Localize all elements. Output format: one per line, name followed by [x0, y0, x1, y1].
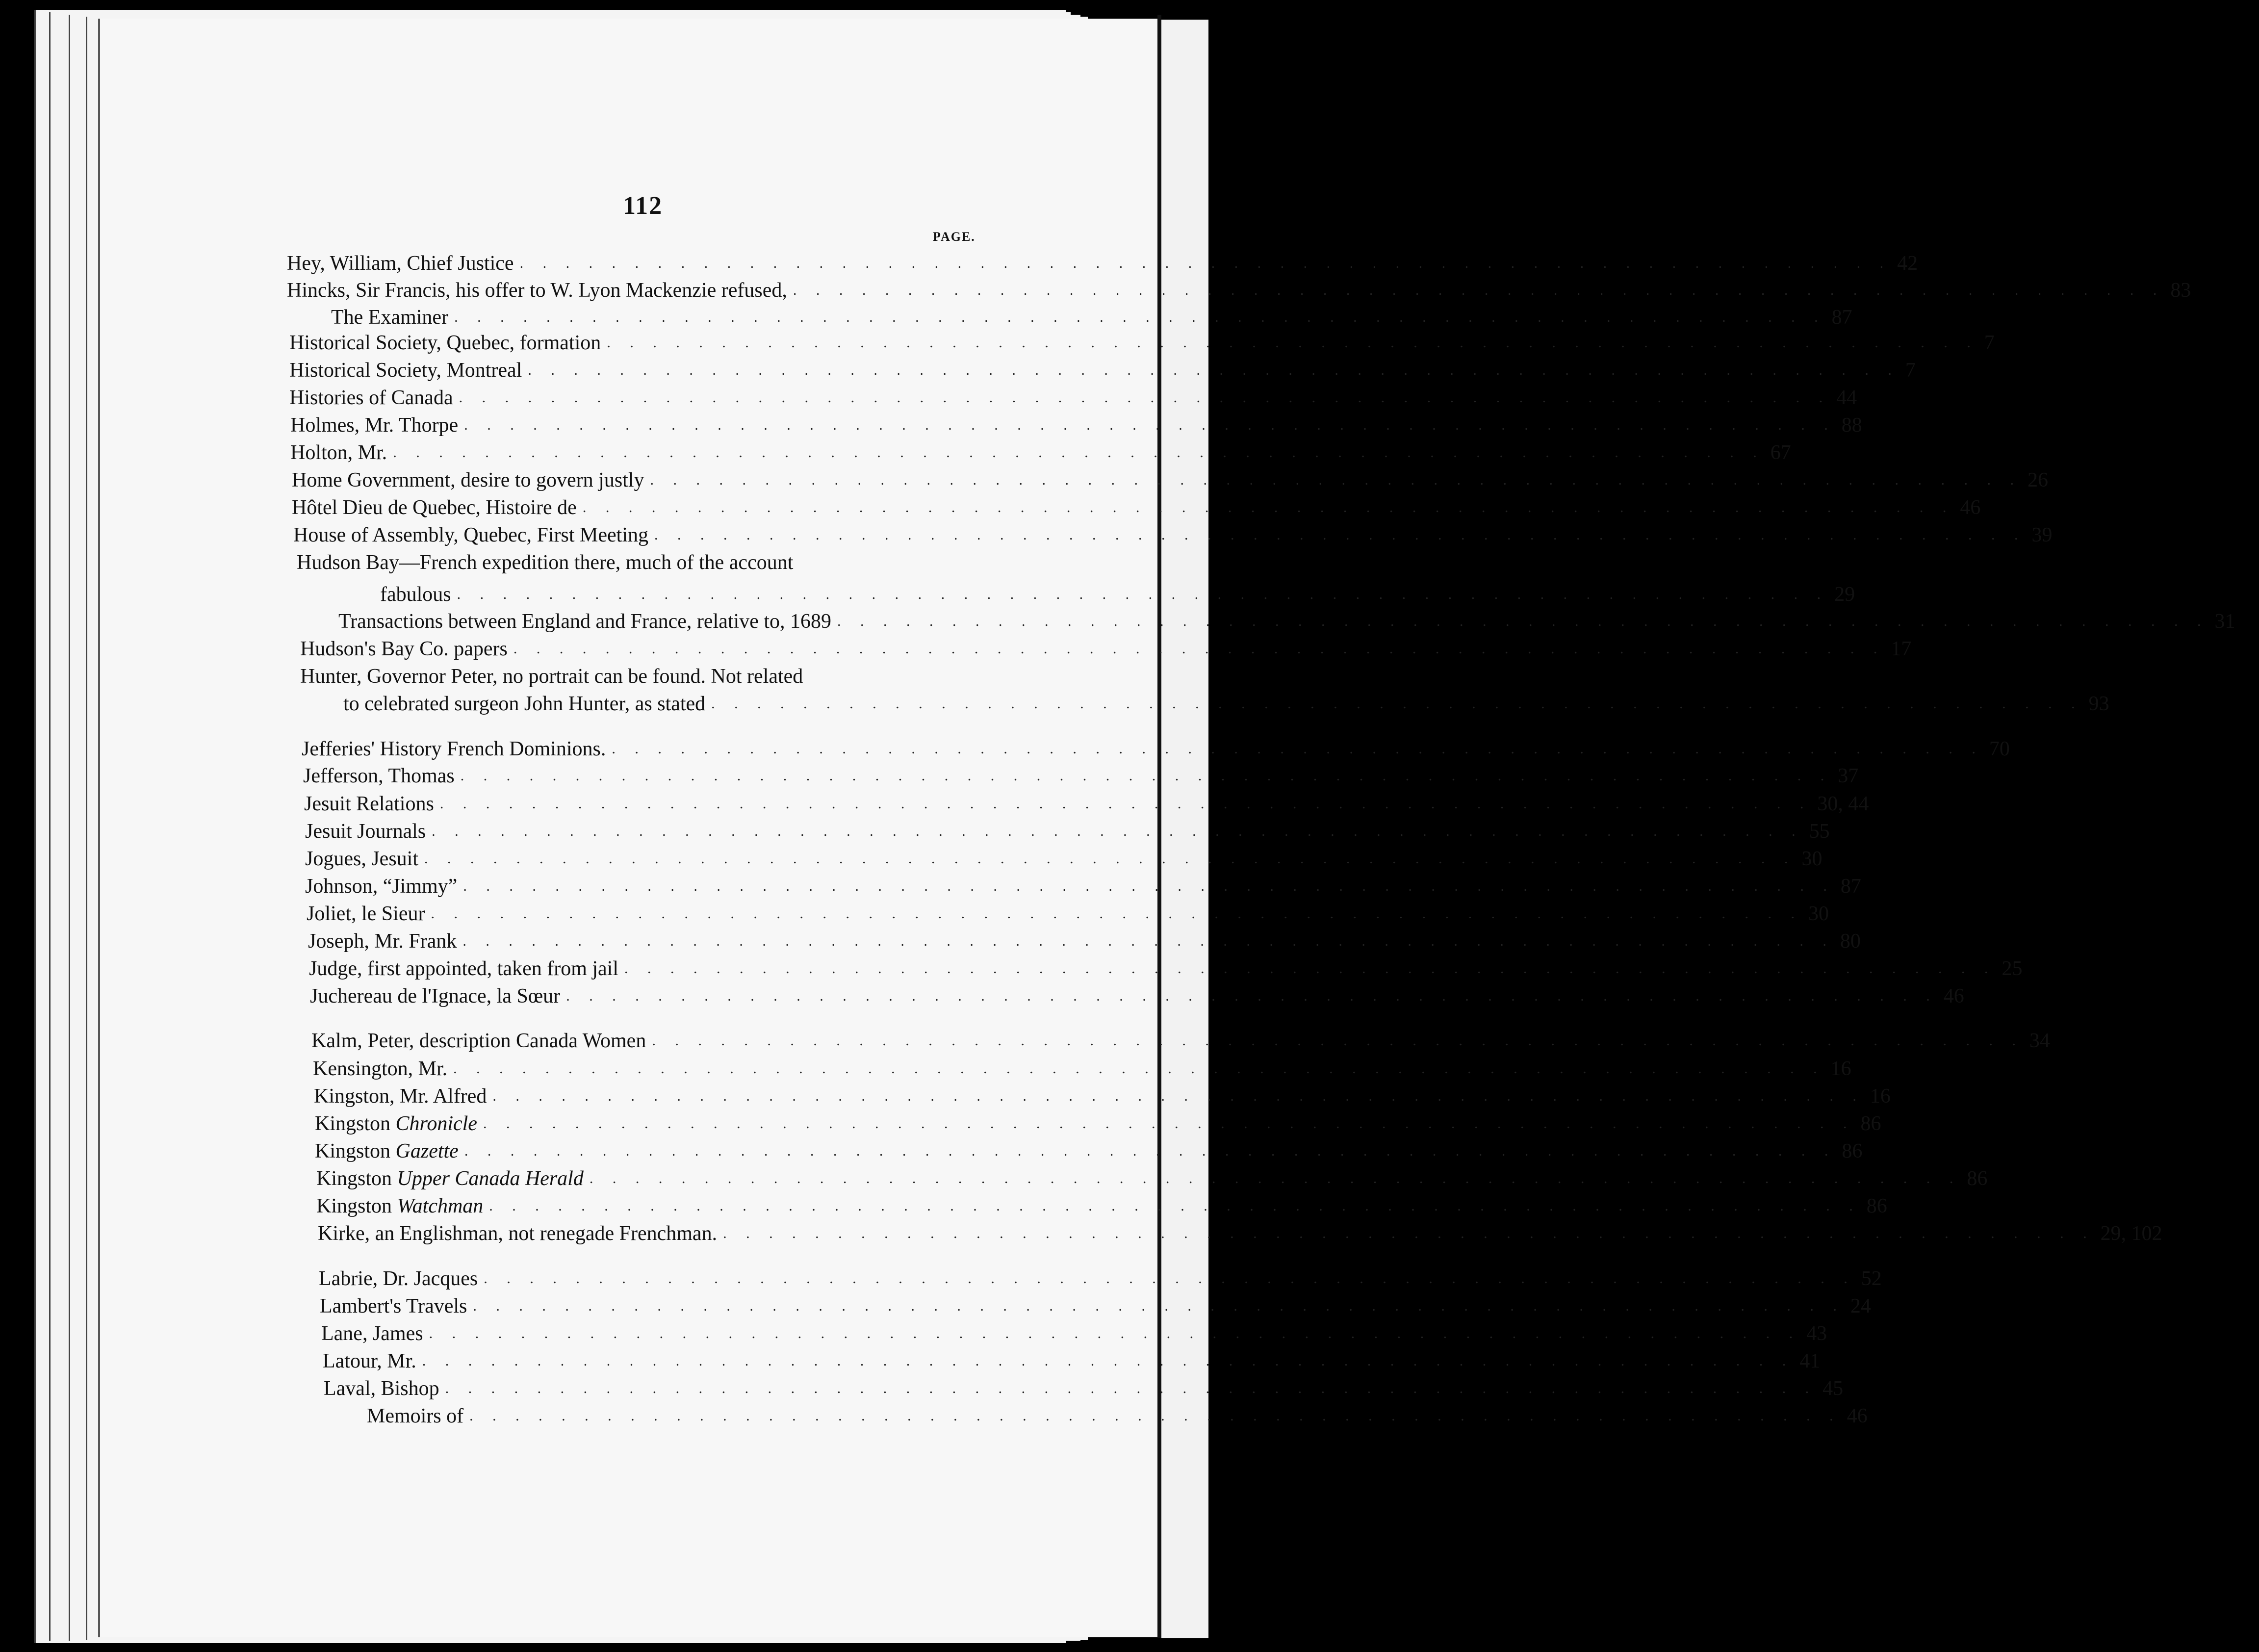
- dot-leader: . . . . . . . . . . . . . . . . . . . . . . . . . . . . . . . . . . . . . . . . . . . . . . . . . . . . . . . . . . . .: [589, 1170, 1961, 1187]
- index-entry-kingston-herald: [316, 1165, 1988, 1192]
- dot-leader: . . . . . . . . . . . . . . . . . . . . . . . . . . . . . . . . . . . . . . . . . . . . . . . . . . . . . . . . . . . .: [528, 362, 1900, 378]
- index-entry-kalm: [311, 1028, 2050, 1054]
- entry-label: Lambert's Travels: [320, 1295, 467, 1317]
- index-entry-laval: [324, 1375, 1844, 1402]
- entry-label: Hunter, Governor Peter, no portrait can be found. Not related: [300, 665, 803, 688]
- entry-label: Lane, James: [321, 1322, 423, 1345]
- index-entry-hudsons-bay-co: [300, 636, 1912, 662]
- dot-leader: . . . . . . . . . . . . . . . . . . . . . . . . . . . . . . . . . . . . . . . . . . . . . . . . . . . . . . . . . . . .: [612, 741, 1983, 757]
- entry-label: Jesuit Journals: [305, 820, 426, 843]
- entry-page-number: 17: [1891, 638, 1912, 660]
- entry-label: Kingston Chronicle: [315, 1112, 477, 1135]
- index-entry-hist-soc-quebec: [289, 330, 1995, 356]
- dot-leader: . . . . . . . . . . . . . . . . . . . . . . . . . . . . . . . . . . . . . . . . . . . . . . . . . . . . . . . . . . . .: [473, 1298, 1845, 1314]
- index-entry-jefferson: [303, 763, 1859, 789]
- dot-leader: . . . . . . . . . . . . . . . . . . . . . . . . . . . . . . . . . . . . . . . . . . . . . . . . . . . . . . . . . . . .: [837, 613, 2209, 629]
- index-entry-jesuit-relations: [304, 791, 1869, 817]
- entry-page-number: 86: [1842, 1140, 1863, 1162]
- entry-label: Kingston, Mr. Alfred: [314, 1085, 487, 1108]
- index-entry-holmes: [290, 412, 1862, 439]
- entry-page-number: 29: [1834, 583, 1855, 606]
- dot-leader: . . . . . . . . . . . . . . . . . . . . . . . . . . . . . . . . . . . . . . . . . . . . . . . . . . . . . . . . . . . .: [489, 1198, 1861, 1214]
- entry-label: Hudson's Bay Co. papers: [300, 638, 508, 660]
- index-entry-jogues: [305, 846, 1823, 872]
- index-entry-house-assembly: [293, 522, 2053, 548]
- page-column-header: PAGE.: [933, 230, 975, 244]
- index-entry-latour: [323, 1348, 1821, 1374]
- entry-label: Joliet, le Sieur: [307, 903, 425, 925]
- entry-label: Latour, Mr.: [323, 1350, 416, 1372]
- entry-page-number: 44: [1836, 387, 1857, 409]
- entry-page-number: 83: [2170, 279, 2191, 302]
- entry-label: Hudson Bay—French expedition there, much of the account: [297, 551, 794, 574]
- dot-leader: . . . . . . . . . . . . . . . . . . . . . . . . . . . . . . . . . . . . . . . . . . . . . . . . . . . . . . . . . . . .: [566, 988, 1938, 1004]
- entry-page-number: 80: [1840, 930, 1861, 953]
- dot-leader: . . . . . . . . . . . . . . . . . . . . . . . . . . . . . . . . . . . . . . . . . . . . . . . . . . . . . . . . . . . .: [424, 851, 1796, 867]
- index-entry-hotel-dieu: [292, 494, 1981, 521]
- entry-page-number: 16: [1830, 1058, 1851, 1080]
- index-entry-hincks: [287, 277, 2191, 304]
- entry-label: Kensington, Mr.: [313, 1058, 448, 1080]
- entry-page-number: 24: [1850, 1295, 1871, 1317]
- entry-label: Kalm, Peter, description Canada Women: [311, 1030, 646, 1052]
- entry-label: Jesuit Relations: [304, 793, 434, 815]
- entry-label: Judge, first appointed, taken from jail: [309, 957, 619, 980]
- dot-leader: . . . . . . . . . . . . . . . . . . . . . . . . . . . . . . . . . . . . . . . . . . . . . . . . . . . . . . . . . . . .: [463, 878, 1835, 894]
- dot-leader: . . . . . . . . . . . . . . . . . . . . . . . . . . . . . . . . . . . . . . . . . . . . . . . . . . . . . . . . . . . .: [607, 335, 1978, 351]
- entry-page-number: 37: [1838, 765, 1859, 787]
- entry-label: The Examiner: [331, 306, 449, 329]
- dot-leader: . . . . . . . . . . . . . . . . . . . . . . . . . . . . . . . . . . . . . . . . . . . . . . . . . . . . . . . . . . . .: [460, 768, 1832, 784]
- dot-leader: . . . . . . . . . . . . . . . . . . . . . . . . . . . . . . . . . . . . . . . . . . . . . . . . . . . . . . . . . . . .: [711, 696, 2083, 712]
- entry-page-number: 46: [1960, 496, 1981, 519]
- entry-page-number: 52: [1861, 1267, 1882, 1290]
- index-entry-judge: [309, 955, 2023, 982]
- index-entry-hey: [287, 250, 1918, 277]
- entry-label: Holton, Mr.: [290, 441, 387, 464]
- index-entry-kingston-alfred: [314, 1083, 1891, 1110]
- entry-page-number: 7: [1905, 359, 1916, 382]
- index-entry-holton: [290, 439, 1791, 466]
- dot-leader: . . . . . . . . . . . . . . . . . . . . . . . . . . . . . . . . . . . . . . . . . . . . . . . . . . . . . . . . . . . .: [439, 796, 1812, 812]
- dot-leader: . . . . . . . . . . . . . . . . . . . . . . . . . . . . . . . . . . . . . . . . . . . . . . . . . . . . . . . . . . . .: [654, 527, 2026, 543]
- entry-label: Jefferies' History French Dominions.: [302, 738, 606, 760]
- index-entry-histories-canada: [289, 385, 1857, 411]
- dot-leader: . . . . . . . . . . . . . . . . . . . . . . . . . . . . . . . . . . . . . . . . . . . . . . . . . . . . . . . . . . . .: [445, 1380, 1817, 1396]
- entry-page-number: 26: [2028, 469, 2049, 491]
- entry-label: Kirke, an Englishman, not renegade Frenchman.: [318, 1222, 718, 1245]
- entry-page-number: 93: [2088, 693, 2109, 715]
- entry-page-number: 55: [1809, 820, 1830, 843]
- index-entry-home-government: [292, 467, 2049, 493]
- entry-page-number: 88: [1841, 414, 1862, 437]
- index-entry-juchereau: [310, 983, 1964, 1009]
- entry-page-number: 16: [1870, 1085, 1891, 1108]
- index-entry-examiner: [331, 304, 1852, 331]
- entry-page-number: 39: [2031, 524, 2053, 546]
- page-number: 112: [623, 192, 663, 220]
- entry-label: Juchereau de l'Ignace, la Sœur: [310, 985, 561, 1007]
- entry-label: Kingston Gazette: [315, 1140, 459, 1162]
- dot-leader: . . . . . . . . . . . . . . . . . . . . . . . . . . . . . . . . . . . . . . . . . . . . . . . . . . . . . . . . . . . .: [793, 282, 2165, 298]
- index-entry-hunter-1: [300, 663, 934, 690]
- dot-leader: . . . . . . . . . . . . . . . . . . . . . . . . . . . . . . . . . . . . . . . . . . . . . . . . . . . . . . . . . . . .: [432, 823, 1803, 839]
- entry-label: Historical Society, Quebec, formation: [289, 332, 601, 354]
- entry-label: Home Government, desire to govern justly: [292, 469, 644, 491]
- index-entry-kensington: [313, 1056, 1851, 1082]
- entry-label: fabulous: [380, 583, 451, 606]
- dot-leader: . . . . . . . . . . . . . . . . . . . . . . . . . . . . . . . . . . . . . . . . . . . . . . . . . . . . . . . . . . . .: [652, 1032, 2024, 1049]
- index-entry-laval-memoirs: [367, 1403, 1868, 1429]
- entry-page-number: 41: [1799, 1350, 1821, 1372]
- entry-label: Hôtel Dieu de Quebec, Histoire de: [292, 496, 577, 519]
- entry-page-number: 30: [1808, 903, 1829, 925]
- entry-label: Johnson, “Jimmy”: [305, 875, 458, 898]
- entry-page-number: 25: [2002, 957, 2023, 980]
- index-entry-joliet: [307, 901, 1829, 927]
- entry-label: to celebrated surgeon John Hunter, as stated: [343, 693, 706, 715]
- index-entry-hudson-bay-1: [297, 549, 934, 576]
- dot-leader: . . . . . . . . . . . . . . . . . . . . . . . . . . . . . . . . . . . . . . . . . . . . . . . . . . . . . . . . . . . .: [453, 1060, 1825, 1077]
- dot-leader: . . . . . . . . . . . . . . . . . . . . . . . . . . . . . . . . . . . . . . . . . . . . . . . . . . . . . . . . . . . .: [457, 586, 1829, 602]
- entry-label: Jefferson, Thomas: [303, 765, 455, 787]
- dot-leader: . . . . . . . . . . . . . . . . . . . . . . . . . . . . . . . . . . . . . . . . . . . . . . . . . . . . . . . . . . . .: [462, 933, 1834, 949]
- entry-page-number: 42: [1897, 252, 1918, 275]
- entry-label: House of Assembly, Quebec, First Meeting: [293, 524, 649, 546]
- dot-leader: . . . . . . . . . . . . . . . . . . . . . . . . . . . . . . . . . . . . . . . . . . . . . . . . . . . . . . . . . . . .: [393, 444, 1765, 461]
- entry-page-number: 86: [1860, 1112, 1881, 1135]
- index-entry-kingston-chronicle: [315, 1110, 1881, 1137]
- index-entry-johnson: [305, 873, 1861, 900]
- entry-label: Labrie, Dr. Jacques: [319, 1267, 478, 1290]
- index-entry-hudson-bay-3: [338, 608, 2235, 635]
- entry-label: Joseph, Mr. Frank: [308, 930, 457, 953]
- index-entry-jefferies: [302, 736, 2010, 762]
- dot-leader: . . . . . . . . . . . . . . . . . . . . . . . . . . . . . . . . . . . . . . . . . . . . . . . . . . . . . . . . . . . .: [431, 905, 1802, 922]
- dot-leader: . . . . . . . . . . . . . . . . . . . . . . . . . . . . . . . . . . . . . . . . . . . . . . . . . . . . . . . . . . . .: [582, 499, 1954, 516]
- index-entry-hudson-bay-2: [380, 581, 1855, 608]
- index-entry-labrie: [319, 1265, 1882, 1292]
- dot-leader: . . . . . . . . . . . . . . . . . . . . . . . . . . . . . . . . . . . . . . . . . . . . . . . . . . . . . . . . . . . .: [454, 309, 1826, 325]
- dot-leader: . . . . . . . . . . . . . . . . . . . . . . . . . . . . . . . . . . . . . . . . . . . . . . . . . . . . . . . . . . . .: [422, 1353, 1794, 1369]
- dot-leader: . . . . . . . . . . . . . . . . . . . . . . . . . . . . . . . . . . . . . . . . . . . . . . . . . . . . . . . . . . . .: [459, 389, 1831, 406]
- dot-leader: . . . . . . . . . . . . . . . . . . . . . . . . . . . . . . . . . . . . . . . . . . . . . . . . . . . . . . . . . . . .: [492, 1088, 1864, 1104]
- dot-leader: . . . . . . . . . . . . . . . . . . . . . . . . . . . . . . . . . . . . . . . . . . . . . . . . . . . . . . . . . . . .: [723, 1225, 2095, 1241]
- dot-leader: . . . . . . . . . . . . . . . . . . . . . . . . . . . . . . . . . . . . . . . . . . . . . . . . . . . . . . . . . . . .: [484, 1270, 1855, 1287]
- index-entry-joseph: [308, 928, 1861, 955]
- dot-leader: . . . . . . . . . . . . . . . . . . . . . . . . . . . . . . . . . . . . . . . . . . . . . . . . . . . . . . . . . . . .: [624, 960, 1996, 977]
- entry-page-number: 34: [2029, 1030, 2050, 1052]
- entry-page-number: 31: [2214, 610, 2235, 633]
- index-entry-lambert: [320, 1293, 1871, 1319]
- index-entry-hunter-2: [343, 691, 2109, 717]
- dot-leader: . . . . . . . . . . . . . . . . . . . . . . . . . . . . . . . . . . . . . . . . . . . . . . . . . . . . . . . . . . . .: [483, 1115, 1855, 1132]
- index-entry-kingston-watchman: [316, 1193, 1887, 1219]
- entry-label: Transactions between England and France, relative to, 1689: [338, 610, 832, 633]
- entry-page-number: 29, 102: [2100, 1222, 2162, 1245]
- entry-page-number: 46: [1847, 1405, 1868, 1427]
- entry-label: Kingston Upper Canada Herald: [316, 1167, 584, 1190]
- dot-leader: . . . . . . . . . . . . . . . . . . . . . . . . . . . . . . . . . . . . . . . . . . . . . . . . . . . . . . . . . . . .: [429, 1325, 1801, 1342]
- index-entry-lane: [321, 1320, 1827, 1347]
- index-entry-hist-soc-montreal: [289, 357, 1916, 384]
- entry-page-number: 46: [1943, 985, 1964, 1007]
- index-entry-kirke: [318, 1220, 2162, 1247]
- dot-leader: . . . . . . . . . . . . . . . . . . . . . . . . . . . . . . . . . . . . . . . . . . . . . . . . . . . . . . . . . . . .: [469, 1408, 1841, 1424]
- entry-page-number: 87: [1831, 306, 1852, 329]
- entry-page-number: 7: [1984, 332, 1995, 354]
- entry-page-number: 45: [1823, 1377, 1844, 1400]
- entry-label: Hincks, Sir Francis, his offer to W. Lyon Mackenzie refused,: [287, 279, 787, 302]
- entry-label: Historical Society, Montreal: [289, 359, 522, 382]
- entry-label: Jogues, Jesuit: [305, 848, 418, 870]
- entry-page-number: 67: [1770, 441, 1791, 464]
- dot-leader: . . . . . . . . . . . . . . . . . . . . . . . . . . . . . . . . . . . . . . . . . . . . . . . . . . . . . . . . . . . .: [650, 472, 2022, 488]
- dot-leader: . . . . . . . . . . . . . . . . . . . . . . . . . . . . . . . . . . . . . . . . . . . . . . . . . . . . . . . . . . . .: [464, 417, 1836, 433]
- index-entry-kingston-gazette: [315, 1138, 1863, 1164]
- entry-page-number: 30: [1801, 848, 1823, 870]
- entry-label: Laval, Bishop: [324, 1377, 439, 1400]
- entry-page-number: 30, 44: [1817, 793, 1869, 815]
- entry-label: Histories of Canada: [289, 387, 453, 409]
- dot-leader: . . . . . . . . . . . . . . . . . . . . . . . . . . . . . . . . . . . . . . . . . . . . . . . . . . . . . . . . . . . .: [513, 641, 1885, 657]
- entry-page-number: 87: [1840, 875, 1861, 898]
- dot-leader: . . . . . . . . . . . . . . . . . . . . . . . . . . . . . . . . . . . . . . . . . . . . . . . . . . . . . . . . . . . .: [519, 255, 1892, 271]
- entry-page-number: 86: [1967, 1167, 1988, 1190]
- entry-label: Holmes, Mr. Thorpe: [290, 414, 459, 437]
- entry-page-number: 43: [1806, 1322, 1827, 1345]
- entry-label: Hey, William, Chief Justice: [287, 252, 514, 275]
- entry-label: Kingston Watchman: [316, 1195, 484, 1217]
- dot-leader: . . . . . . . . . . . . . . . . . . . . . . . . . . . . . . . . . . . . . . . . . . . . . . . . . . . . . . . . . . . .: [464, 1143, 1836, 1159]
- entry-page-number: 70: [1989, 738, 2010, 760]
- entry-label: Memoirs of: [367, 1405, 464, 1427]
- index-entry-jesuit-journals: [305, 818, 1830, 845]
- entry-page-number: 86: [1866, 1195, 1887, 1217]
